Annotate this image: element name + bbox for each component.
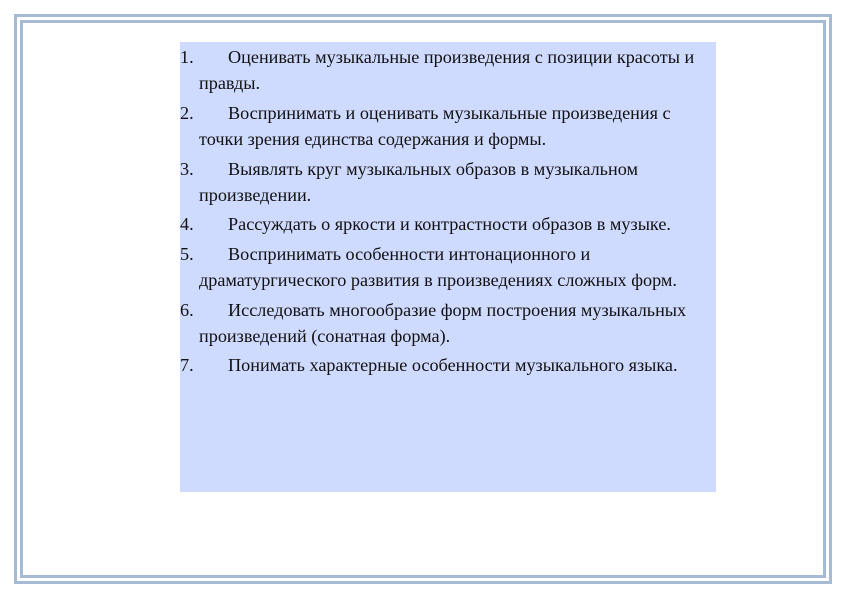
list-item-number: 1. xyxy=(180,47,194,67)
list-item xyxy=(180,156,716,209)
list-item xyxy=(180,297,716,350)
list-item-text: Исследовать многообразие форм построения музыкальных произведений (сонатная форма). xyxy=(199,299,687,347)
list-item-number: 3. xyxy=(180,158,194,179)
list-item-text: Оценивать музыкальные произведения с позиции красоты и правды. xyxy=(199,47,695,94)
list-item-number: 7. xyxy=(180,355,194,376)
list-item-text: Воспринимать и оценивать музыкальные произведения с точки зрения единства содержания и формы. xyxy=(199,102,671,150)
list-item xyxy=(180,100,716,153)
list-item xyxy=(180,211,716,237)
numbered-list xyxy=(180,42,716,492)
list-item xyxy=(180,352,716,378)
list-item xyxy=(180,44,716,97)
list-item-text: Понимать характерные особенности музыкального языка. xyxy=(228,355,678,376)
list-item-text: Воспринимать особенности интонационного и драматургического развития в произведениях сложных форм. xyxy=(199,243,677,291)
list-item xyxy=(180,241,716,294)
list-item-number: 2. xyxy=(180,102,194,123)
list-item-text: Выявлять круг музыкальных образов в музыкальном произведении. xyxy=(199,158,638,206)
list-item-number: 6. xyxy=(180,299,194,320)
list-item-text: Рассуждать о яркости и контрастности образов в музыке. xyxy=(228,214,671,235)
list-item-number: 4. xyxy=(180,214,194,235)
list-item-number: 5. xyxy=(180,243,194,264)
